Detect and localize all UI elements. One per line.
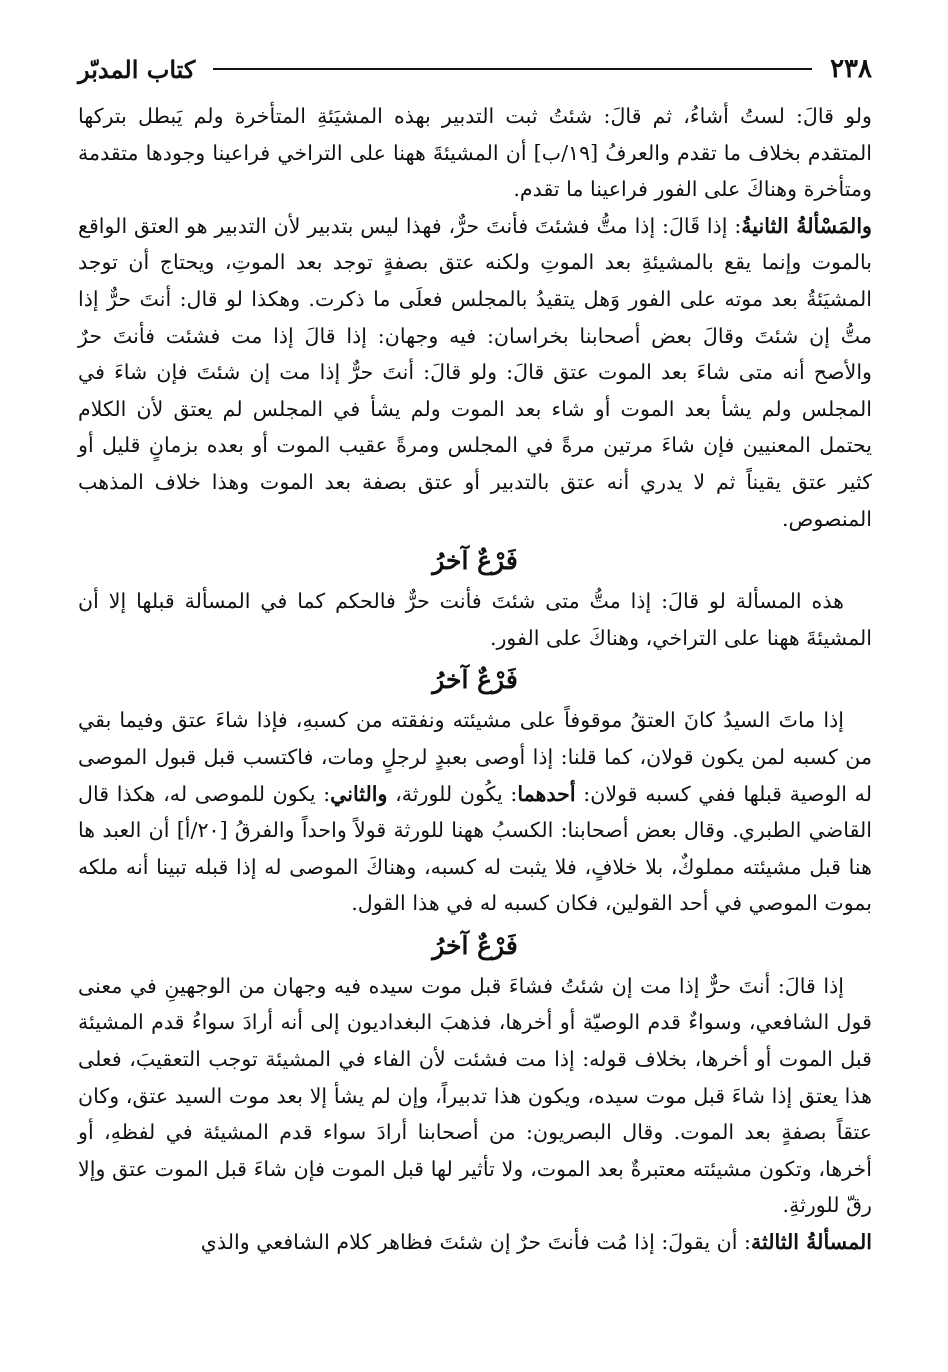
text-run: هذه المسألة لو قالَ: إذا متُّ متى شئتَ فأنت حرٌّ فالحكم كما في المسألة قبلها إلا أن المشيئةَ ههنا على التراخي، وهناكَ على الفور. [78,589,872,650]
header-rule [213,68,812,70]
paragraph [78,702,872,922]
section-heading: فَرْعٌ آخرُ [432,546,518,576]
text-run: : يكُون للورثة، [387,781,518,806]
text-run: : يكون للموصى له، هكذا قال القاضي الطبري. وقال بعض أصحابنا: الكسبُ ههنا للورثة قولاً واحداً والفرقُ [٢٠/أ] أن العبد ها هنا قبل مشيئته مملوكٌ، بلا خلافٍ، فلا يثبت له كسبه، وهناكَ الموصى له إذا قبله تبينا أنه ملكه بموت الموصي في أحد القولين، فكان كسبه له في هذا القول. [78,781,872,916]
page-body [78,98,872,1261]
text-run: ولو قالَ: لستُ أشاءُ، ثم قالَ: شئتُ ثبت التدبير بهذه المشيَئةِ المتأخرة ولم يَبطل بتركها المتقدم بخلاف ما تقدم والعرفُ [١٩/ب] أن المشيئةَ ههنا على التراخي فراعينا وجودها متقدمة ومتأخرة وهناكَ على الفور فراعينا ما تقدم. [78,104,873,202]
section-heading: فَرْعٌ آخرُ [432,665,518,695]
page-number: ٢٣٨ [830,54,872,84]
text-run: إذا ماتَ السيدُ كانَ العتقُ موقوفاً على مشيئته ونفقته من كسبهِ، فإذا شاءَ عتق وفيما بقي من كسبه لمن يكون قولان، كما قلنا: إذا أوصى بعبدٍ لرجلٍ ومات، فاكتسب قبل قبول الموصى له الوصية قبلها ففي كسبه قولان: [78,708,872,806]
bold-term: أحدهما [517,781,576,806]
bold-term: والثاني [330,781,388,806]
paragraph [78,1224,872,1261]
issue-heading: والمَسْألةُ الثانيةُ [741,213,873,238]
text-run: : أن يقولَ: إذا مُت فأنتَ حرٌ إن شئتَ فظاهر كلام الشافعي والذي [200,1230,751,1255]
section-heading: فَرْعٌ آخرُ [432,930,518,960]
paragraph [78,98,872,208]
text-run: : إذا قَالَ: إذا متُّ فشئتَ فأنتَ حرٌّ، فهذا ليس بتدبير لأن التدبير هو العتق الواقع بالموت وإنما يقع بالمشيئةِ بعد الموتِ ولكنه عتق بصفةٍ توجد بعد الموتِ، ويحتاج أن توجد المشيَئةُ بعد موته على الفور وَهل يتقيدُ بالمجلس فعلَى ما ذكرت. وهكذا لو قال: أنتَ حرٌّ إذا متُّ إن شئتَ وقالَ بعض أصحابنا بخراسان: فيه وجهان: إذا قالَ إذا مت فشئت فأنتَ حرٌ والأصح أنه متى شاءَ بعد الموت عتق قالَ: ولو قالَ: أنتَ حرٌّ إذا مت إن شئتَ فإن شاءَ في المجلس ولم يشأ بعد الموت أو شاء بعد الموت ولم يشأ في المجلس لم يعتق لأن الكلام يحتمل المعنيين فإن شاءَ مرتين مرةً في المجلس ومرةً عقيب الموت أو بعده بزمانٍ قليل أو كثير عتق يقيناً ثم لا يدري أنه عتق بالتدبير أو عتق بصفة بعد الموت وهذا خلاف المذهب المنصوص. [78,213,872,531]
paragraph [78,583,872,656]
issue-heading: المسألةُ الثالثة [750,1230,872,1255]
paragraph [78,968,872,1224]
text-run: إذا قالَ: أنتَ حرٌّ إذا مت إن شئتُ فشاءَ قبل موت سيده فيه وجهان من الوجهينِ في معنى قول الشافعي، وسواءٌ قدم الوصيّة أو أخرها، فذهبَ البغداديون إلى أنه أرادَ سواءُ قدم المشيئة قبل الموت أو أخرها، بخلاف قوله: إذا مت فشئت لأن الفاء في المشيئة توجب التعقيبَ، فعلى هذا يعتق إذا شاءَ قبل موت سيده، ويكون هذا تدبيراً، وإن لم يشأ إلا بعد موت السيد عتق، وكان عتقاً بصفةٍ بعد الموت. وقال البصريون: من أصحابنا أرادَ سواء قدم المشيئة في لفظهِ، أو أخرها، وتكون مشيئته معتبرةٌ بعد الموت، ولا تأثير لها قبل الموت فإن شاءَ قبل الموت عتق وإلا رقّ للورثةِ. [78,973,872,1218]
running-header [78,52,872,86]
paragraph [78,208,872,537]
book-title: كتاب المدبّر [78,54,196,84]
